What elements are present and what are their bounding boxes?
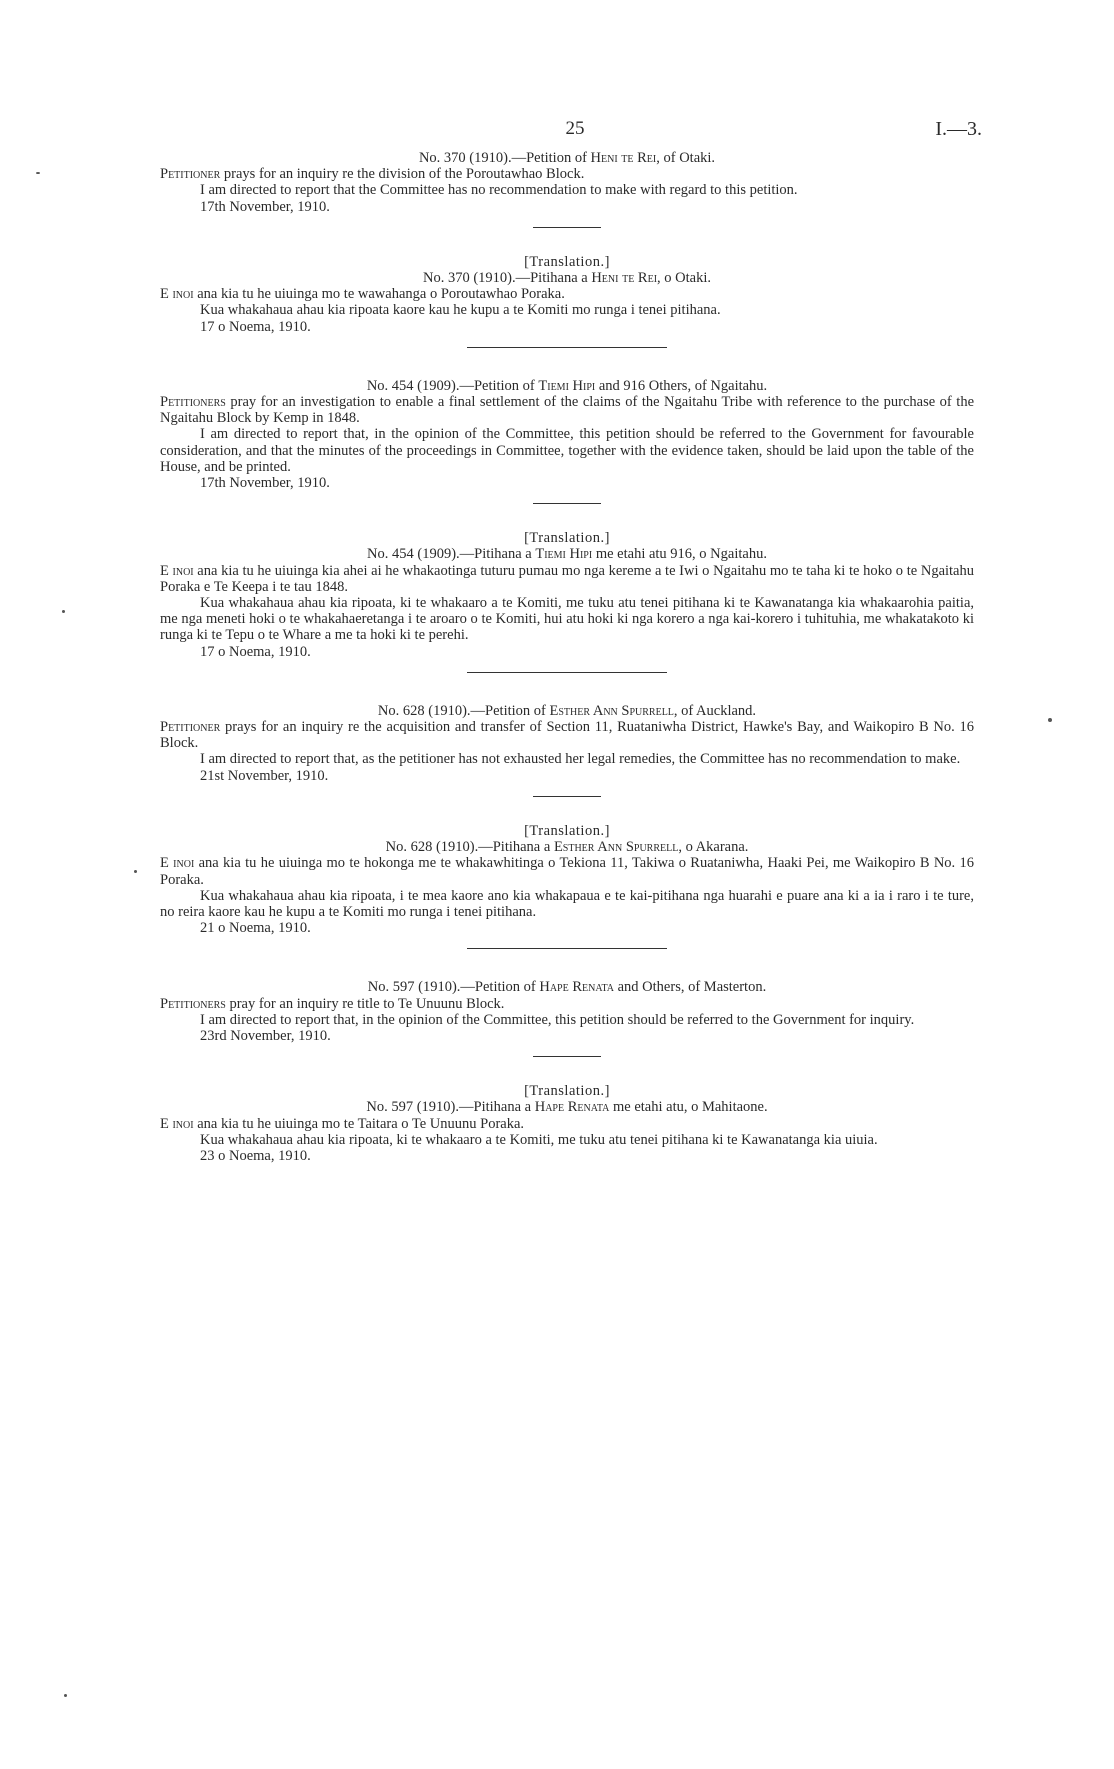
petition-prayer <box>160 719 974 751</box>
committee-report: Kua whakahaua ahau kia ripoata, i te mea kaore ano kia whakapaua e te kai-pitihana nga huarahi e puare ana ki a ia i raro i te ture, no reira kaore kau he kupu a te Komiti mo runga i tenei pitihana. <box>160 887 974 920</box>
petition-title <box>160 979 974 995</box>
scan-speck <box>64 1694 67 1697</box>
prayer-text: ana kia tu he uiuinga mo te hokonga me te whakawhitinga o Tekiona 11, Takiwa o Ruataniwha, Haaki Pei, me Waikopiro B No. 16 Poraka. <box>160 855 974 888</box>
prayer-lead: E inoi <box>160 1115 194 1132</box>
title-suffix: and Others, of Masterton. <box>614 979 767 996</box>
title-suffix: , o Akarana. <box>678 839 749 856</box>
translation-label: [Translation.] <box>524 530 610 547</box>
translation-section <box>160 530 974 660</box>
petition-prayer <box>160 563 974 595</box>
report-date: 17 o Noema, 1910. <box>200 643 311 660</box>
title-prefix: No. 370 (1910).—Petition of <box>418 150 591 166</box>
title-suffix: and 916 Others, of Ngaitahu. <box>595 377 768 394</box>
title-prefix: No. 454 (1909).—Petition of <box>366 377 539 394</box>
title-suffix: me etahi atu, o Mahitaone. <box>609 1099 768 1116</box>
petition-title <box>160 150 974 166</box>
title-suffix: , of Otaki. <box>656 150 716 166</box>
committee-report: I am directed to report that, in the opinion of the Committee, this petition should be referred to the Government for favourable consideration, and that the minutes of the proceedings in Committee, together with the evidence taken, should be laid upon the table of the House, and be printed. <box>160 426 974 475</box>
page-header <box>0 118 1114 144</box>
document-body <box>160 150 974 1164</box>
petition-section <box>160 979 974 1044</box>
report-date: 23 o Noema, 1910. <box>200 1147 311 1164</box>
petitioner-name: Esther Ann Spurrell <box>553 839 679 856</box>
petition-title <box>160 1099 974 1115</box>
prayer-lead: Petitioners <box>160 394 226 411</box>
petition-title <box>160 546 974 562</box>
petition-title <box>160 270 974 286</box>
petition-prayer <box>160 855 974 887</box>
prayer-text: prays for an inquiry re the acquisition and transfer of Section 11, Ruataniwha District, Hawke's Bay, and Waikopiro B No. 16 Block. <box>160 719 974 752</box>
petition-title <box>160 703 974 719</box>
petitioner-name: Hape Renata <box>539 979 614 996</box>
prayer-text: ana kia tu he uiuinga mo te wawahanga o Poroutawhao Poraka. <box>193 286 565 303</box>
scan-speck <box>36 172 40 174</box>
petition-section <box>160 150 974 215</box>
committee-report: Kua whakahaua ahau kia ripoata, ki te whakaaro a te Komiti, me tuku atu tenei pitihana ki te Kawanatanga kia uiuia. <box>200 1131 878 1148</box>
translation-section <box>160 823 974 936</box>
committee-report: I am directed to report that the Committee has no recommendation to make with regard to this petition. <box>200 182 798 199</box>
prayer-lead: Petitioner <box>160 166 221 183</box>
title-prefix: No. 454 (1909).—Pitihana a <box>367 546 536 563</box>
committee-report: I am directed to report that, as the petitioner has not exhausted her legal remedies, the Committee has no recommendation to make. <box>200 751 961 768</box>
scan-speck <box>62 610 65 613</box>
petition-title <box>160 839 974 855</box>
report-date: 17 o Noema, 1910. <box>200 318 311 335</box>
petition-prayer <box>160 1116 974 1132</box>
petition-prayer <box>160 394 974 426</box>
scan-speck <box>1048 718 1052 722</box>
translation-section <box>160 254 974 335</box>
scan-speck <box>134 870 137 873</box>
petition-section <box>160 703 974 784</box>
prayer-lead: Petitioner <box>160 719 221 736</box>
committee-report: I am directed to report that, in the opinion of the Committee, this petition should be referred to the Government for inquiry. <box>200 1011 915 1028</box>
title-suffix: , o Otaki. <box>657 270 712 287</box>
translation-label: [Translation.] <box>524 253 610 270</box>
report-date: 21 o Noema, 1910. <box>200 920 311 937</box>
prayer-text: ana kia tu he uiuinga kia ahei ai he whakaotinga tuturu pumau mo nga kereme a te Iwi o Ngaitahu mo te taha ki te hoko o te Ngaitahu Poraka e Te Keepa i te tau 1848. <box>160 562 974 595</box>
report-date: 17th November, 1910. <box>200 198 330 215</box>
translation-section <box>160 1083 974 1164</box>
petitioner-name: Hape Renata <box>534 1099 610 1116</box>
title-suffix: me etahi atu 916, o Ngaitahu. <box>592 546 767 563</box>
prayer-text: pray for an inquiry re title to Te Unuunu Block. <box>225 995 505 1012</box>
prayer-text: prays for an inquiry re the division of the Poroutawhao Block. <box>220 166 585 183</box>
prayer-lead: E inoi <box>160 855 195 872</box>
petition-prayer <box>160 166 974 182</box>
prayer-lead: Petitioners <box>160 995 226 1012</box>
title-prefix: No. 597 (1910).—Petition of <box>367 979 540 996</box>
document-reference: I.—3. <box>935 118 982 140</box>
title-suffix: , of Auckland. <box>673 702 757 719</box>
petitioner-name: Tiemi Hipi <box>535 546 593 563</box>
prayer-lead: E inoi <box>160 562 194 579</box>
title-prefix: No. 597 (1910).—Pitihana a <box>366 1099 535 1116</box>
title-prefix: No. 628 (1910).—Petition of <box>377 702 550 719</box>
page-number: 25 <box>565 118 585 139</box>
report-date: 23rd November, 1910. <box>200 1027 331 1044</box>
petition-prayer <box>160 996 974 1012</box>
petition-prayer <box>160 286 974 302</box>
prayer-text: pray for an investigation to enable a final settlement of the claims of the Ngaitahu Tribe with reference to the purchase of the Ngaitahu Block by Kemp in 1848. <box>160 394 974 427</box>
prayer-text: ana kia tu he uiuinga mo te Taitara o Te Unuunu Poraka. <box>193 1115 525 1132</box>
petitioner-name: Esther Ann Spurrell <box>549 702 674 719</box>
report-date: 21st November, 1910. <box>200 767 329 784</box>
translation-label: [Translation.] <box>524 1083 610 1100</box>
report-date: 17th November, 1910. <box>200 475 330 492</box>
title-prefix: No. 628 (1910).—Pitihana a <box>385 839 554 856</box>
prayer-lead: E inoi <box>160 286 194 303</box>
petitioner-name: Heni te Rei <box>591 270 658 287</box>
petitioner-name: Tiemi Hipi <box>538 377 596 394</box>
translation-label: [Translation.] <box>524 822 610 839</box>
committee-report: Kua whakahaua ahau kia ripoata, ki te whakaaro a te Komiti, me tuku atu tenei pitihana ki te Kawanatanga kia whakaarohia paitia, me nga meneti hoki o te whakahaeretanga i te aroaro o te Komiti, hui atu hoki ki nga korero a nga kai-korero i tuhituhia, me whakatakoto ki runga ki te Tepu o te Whare a me ta hoki ki te perehi. <box>160 595 974 644</box>
petitioner-name: Heni te Rei <box>590 150 657 166</box>
committee-report: Kua whakahaua ahau kia ripoata kaore kau he kupu a te Komiti mo runga i tenei pitihana. <box>200 302 721 319</box>
petition-title <box>160 378 974 394</box>
title-prefix: No. 370 (1910).—Pitihana a <box>422 270 592 287</box>
petition-section <box>160 378 974 491</box>
